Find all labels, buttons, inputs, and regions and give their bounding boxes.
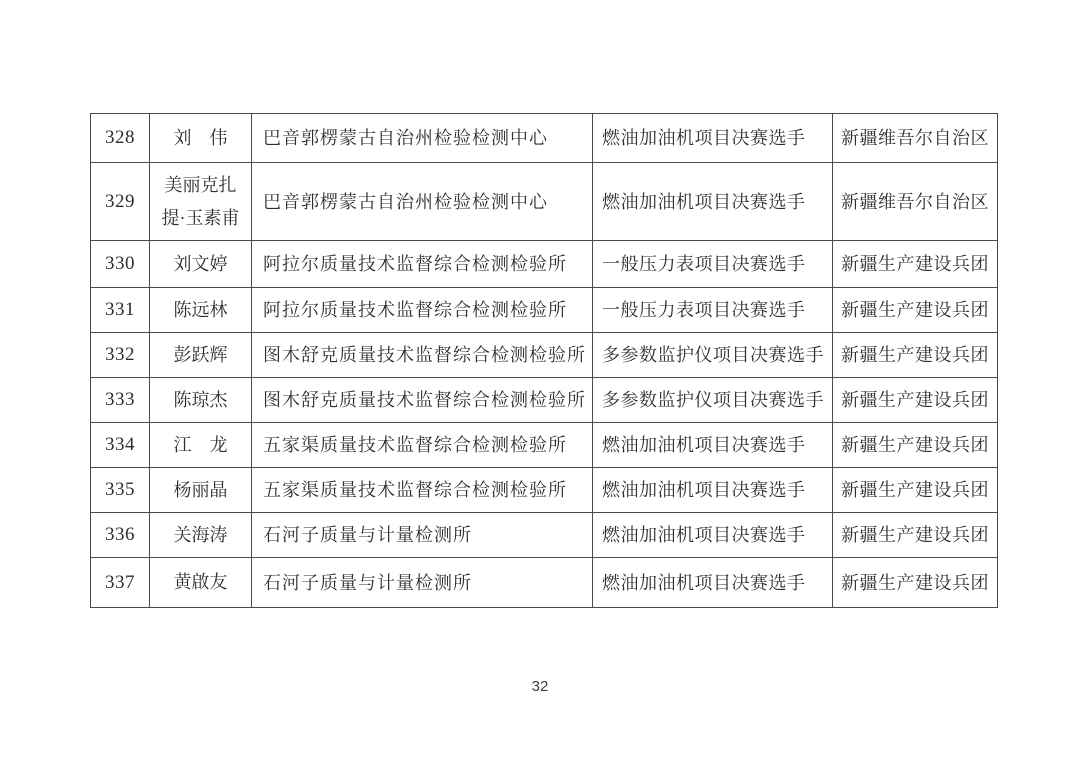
- contestant-name: 杨丽晶: [150, 468, 252, 513]
- organization-name: 五家渠质量技术监督综合检测检验所: [252, 423, 593, 468]
- row-number: 330: [91, 241, 150, 288]
- region-name: 新疆生产建设兵团: [833, 558, 998, 608]
- table-row: [91, 163, 998, 241]
- organization-name: 石河子质量与计量检测所: [252, 513, 593, 558]
- row-number: 331: [91, 288, 150, 333]
- contestant-table-body: [91, 114, 998, 608]
- competition-role: 一般压力表项目决赛选手: [593, 241, 833, 288]
- contestant-table: [90, 113, 998, 608]
- table-row: [91, 241, 998, 288]
- table-row: [91, 558, 998, 608]
- region-name: 新疆生产建设兵团: [833, 513, 998, 558]
- organization-name: 五家渠质量技术监督综合检测检验所: [252, 468, 593, 513]
- table-row: [91, 378, 998, 423]
- contestant-name: 关海涛: [150, 513, 252, 558]
- organization-name: 巴音郭楞蒙古自治州检验检测中心: [252, 114, 593, 163]
- contestant-name: 美丽克扎提·玉素甫: [150, 163, 252, 241]
- competition-role: 燃油加油机项目决赛选手: [593, 513, 833, 558]
- table-row: [91, 513, 998, 558]
- organization-name: 图木舒克质量技术监督综合检测检验所: [252, 333, 593, 378]
- page-number: 32: [531, 678, 549, 695]
- row-number: 336: [91, 513, 150, 558]
- row-number: 334: [91, 423, 150, 468]
- region-name: 新疆维吾尔自治区: [833, 114, 998, 163]
- region-name: 新疆维吾尔自治区: [833, 163, 998, 241]
- table-row: [91, 333, 998, 378]
- row-number: 328: [91, 114, 150, 163]
- region-name: 新疆生产建设兵团: [833, 288, 998, 333]
- row-number: 329: [91, 163, 150, 241]
- region-name: 新疆生产建设兵团: [833, 378, 998, 423]
- region-name: 新疆生产建设兵团: [833, 241, 998, 288]
- region-name: 新疆生产建设兵团: [833, 333, 998, 378]
- competition-role: 多参数监护仪项目决赛选手: [593, 378, 833, 423]
- contestant-name: 刘文婷: [150, 241, 252, 288]
- contestant-name: 陈远林: [150, 288, 252, 333]
- table-row: [91, 114, 998, 163]
- competition-role: 燃油加油机项目决赛选手: [593, 163, 833, 241]
- competition-role: 一般压力表项目决赛选手: [593, 288, 833, 333]
- contestant-name: 彭跃辉: [150, 333, 252, 378]
- contestant-name: 陈琼杰: [150, 378, 252, 423]
- row-number: 335: [91, 468, 150, 513]
- row-number: 337: [91, 558, 150, 608]
- contestant-name: 黄啟友: [150, 558, 252, 608]
- organization-name: 图木舒克质量技术监督综合检测检验所: [252, 378, 593, 423]
- region-name: 新疆生产建设兵团: [833, 468, 998, 513]
- table-row: [91, 423, 998, 468]
- competition-role: 多参数监护仪项目决赛选手: [593, 333, 833, 378]
- organization-name: 阿拉尔质量技术监督综合检测检验所: [252, 241, 593, 288]
- table-row: [91, 288, 998, 333]
- region-name: 新疆生产建设兵团: [833, 423, 998, 468]
- contestant-name: 江 龙: [150, 423, 252, 468]
- competition-role: 燃油加油机项目决赛选手: [593, 423, 833, 468]
- table-row: [91, 468, 998, 513]
- row-number: 332: [91, 333, 150, 378]
- organization-name: 石河子质量与计量检测所: [252, 558, 593, 608]
- contestant-name: 刘 伟: [150, 114, 252, 163]
- organization-name: 巴音郭楞蒙古自治州检验检测中心: [252, 163, 593, 241]
- competition-role: 燃油加油机项目决赛选手: [593, 468, 833, 513]
- row-number: 333: [91, 378, 150, 423]
- competition-role: 燃油加油机项目决赛选手: [593, 558, 833, 608]
- organization-name: 阿拉尔质量技术监督综合检测检验所: [252, 288, 593, 333]
- competition-role: 燃油加油机项目决赛选手: [593, 114, 833, 163]
